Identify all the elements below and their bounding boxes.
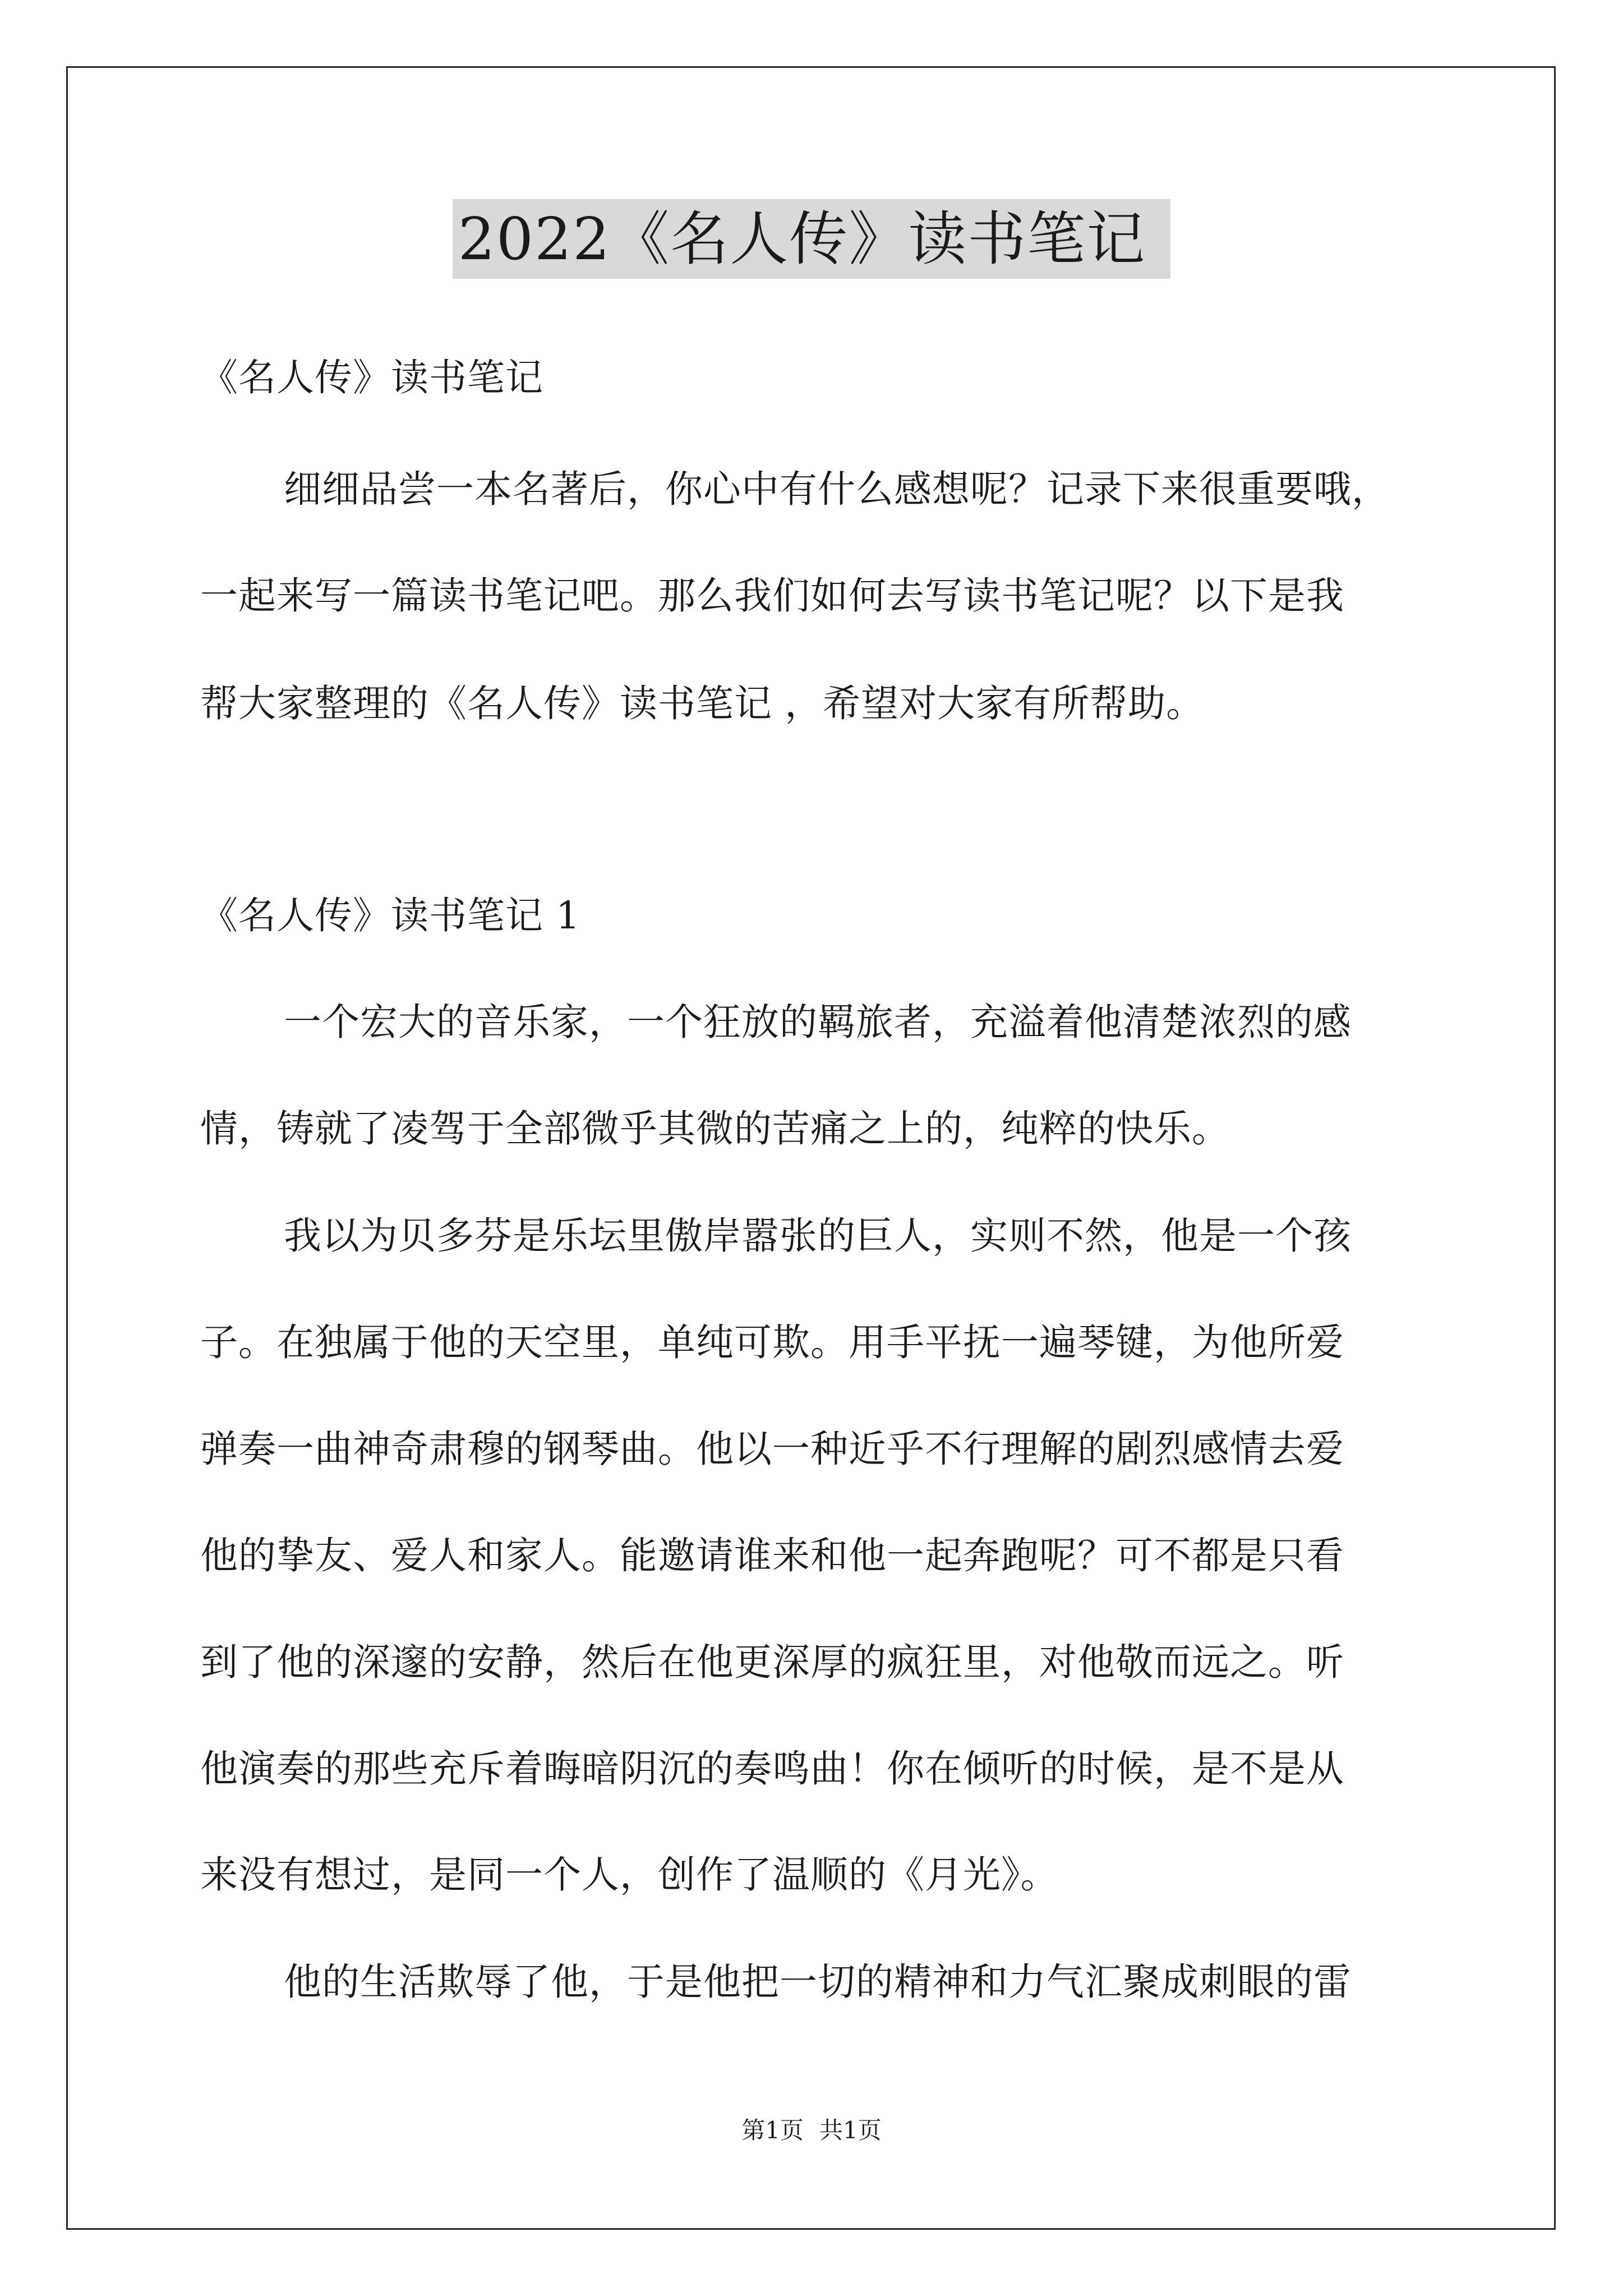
paragraph-line: 情，铸就了凌驾于全部微乎其微的苦痛之上的，纯粹的快乐。 xyxy=(200,1107,1230,1151)
paragraph-line: 到了他的深邃的安静，然后在他更深厚的疯狂里，对他敬而远之。听 xyxy=(200,1640,1344,1684)
section-heading: 《名人传》读书笔记 1 xyxy=(200,894,580,937)
document-title: 2022《名人传》读书笔记 xyxy=(453,199,1171,279)
subheading: 《名人传》读书笔记 xyxy=(200,356,543,399)
page-number: 第1页 xyxy=(741,2116,804,2144)
page-total: 共1页 xyxy=(819,2116,882,2144)
page-footer xyxy=(0,2115,1623,2146)
paragraph-line: 我以为贝多芬是乐坛里傲岸嚣张的巨人，实则不然，他是一个孩 xyxy=(284,1214,1352,1258)
intro-line: 一起来写一篇读书笔记吧。那么我们如何去写读书笔记呢？以下是我 xyxy=(200,574,1344,618)
paragraph-line: 一个宏大的音乐家，一个狂放的羁旅者，充溢着他清楚浓烈的感 xyxy=(284,1000,1352,1044)
paragraph-line: 弹奏一曲神奇肃穆的钢琴曲。他以一种近乎不行理解的剧烈感情去爱 xyxy=(200,1427,1344,1471)
paragraph-line: 子。在独属于他的天空里，单纯可欺。用手平抚一遍琴键，为他所爱 xyxy=(200,1320,1344,1364)
title-container xyxy=(0,199,1623,279)
paragraph-line: 他的挚友、爱人和家人。能邀请谁来和他一起奔跑呢？可不都是只看 xyxy=(200,1534,1344,1577)
intro-line: 帮大家整理的《名人传》读书笔记 ，希望对大家有所帮助。 xyxy=(200,682,1205,725)
paragraph-line: 他演奏的那些充斥着晦暗阴沉的奏鸣曲！你在倾听的时候，是不是从 xyxy=(200,1747,1344,1791)
paragraph-line: 他的生活欺辱了他，于是他把一切的精神和力气汇聚成刺眼的雷 xyxy=(284,1960,1352,2004)
intro-line: 细细品尝一本名著后，你心中有什么感想呢？记录下来很重要哦， xyxy=(284,467,1390,511)
paragraph-line: 来没有想过，是同一个人，创作了温顺的《月光》。 xyxy=(200,1853,1059,1897)
